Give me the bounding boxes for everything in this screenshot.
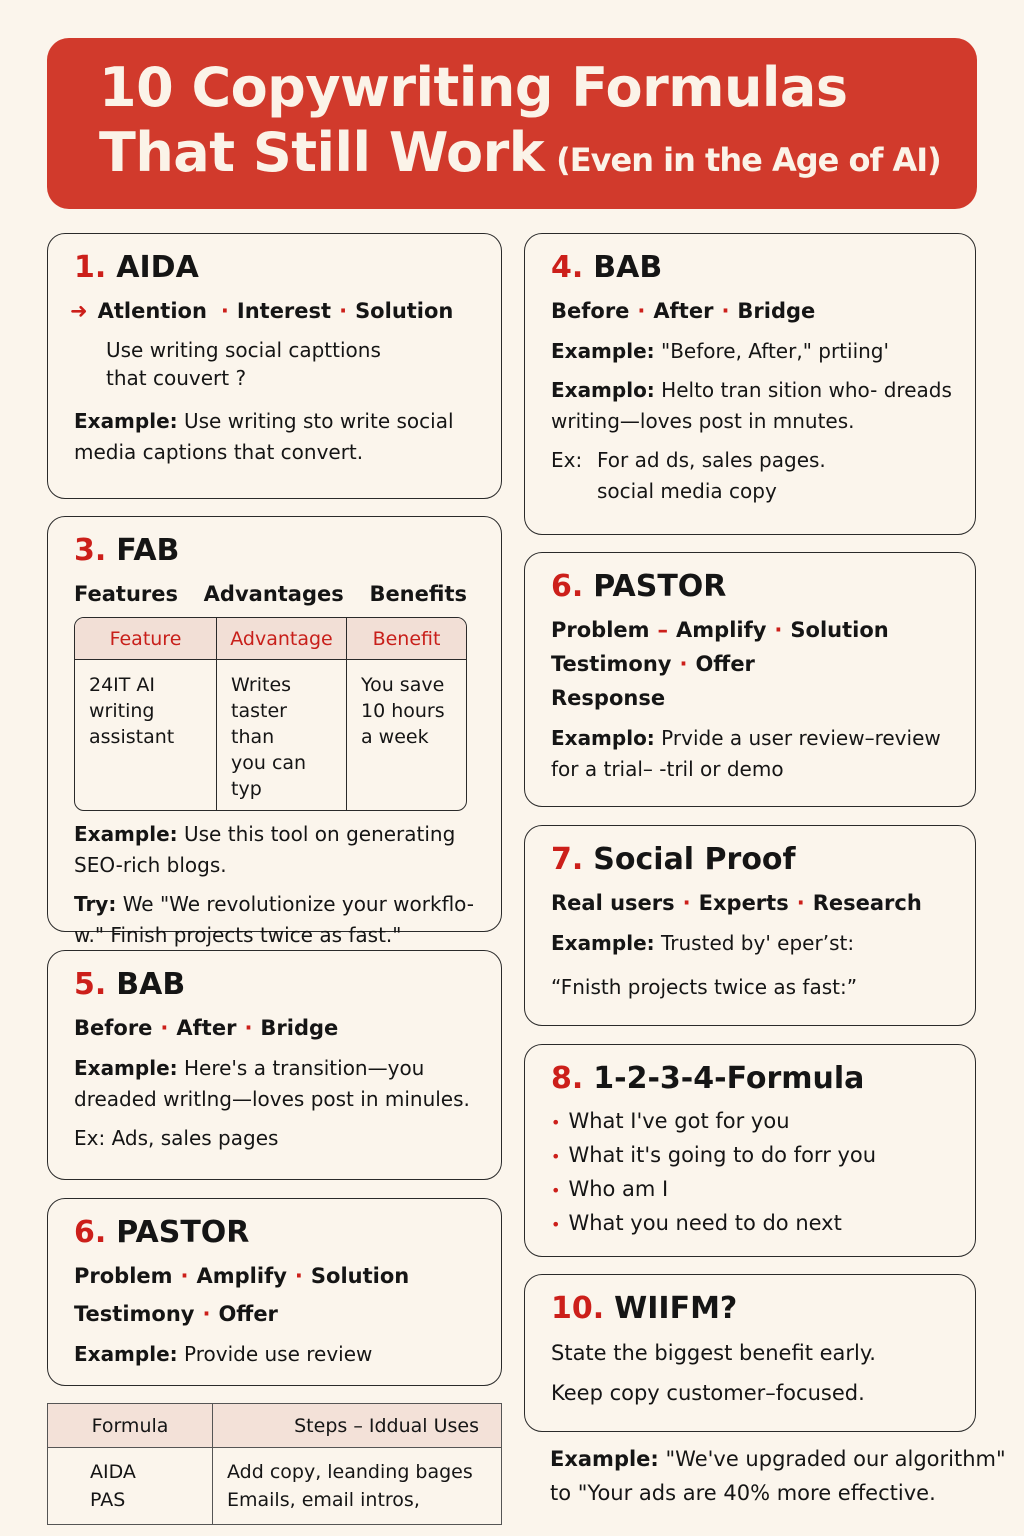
use-case-line: social media copy [597,479,777,503]
card-number: 3. [74,533,107,568]
bullet-dot-icon: · [244,1016,253,1040]
header-features: Features [74,582,178,606]
fab-headers [74,577,467,611]
step: Solution [310,1264,410,1288]
card-number: 4. [551,250,584,285]
step: Interest [236,299,332,323]
cell-line: Writes [231,674,292,696]
cell-line: assistant [89,726,175,748]
example [551,336,951,367]
list-item-text: What I've got for you [568,1109,790,1133]
title-subtitle: (Even in the Age of AI) [556,141,941,179]
example-text: Here's a transition—you dreaded writlng—loves post in minules. [74,1056,470,1111]
card-number: 8. [551,1061,584,1096]
step: Offer [218,1302,278,1326]
dash-separator: – [657,618,669,642]
note-line: Use writing social capttions [106,338,381,362]
cell-line: taster than [231,700,287,748]
closing-example-line: to "Your ads are 40% more effective. [550,1481,936,1505]
step: Problem [74,1264,173,1288]
step: Testimony [74,1302,195,1326]
bullet-dot-icon: · [637,299,646,323]
summary-table [47,1403,502,1525]
formula-uses: Add copy, leanding bages [227,1461,473,1483]
example-text: Use this tool on generating SEO-rich blogs. [74,822,456,877]
list-item [551,1173,951,1207]
step: Solution [790,618,889,642]
card-wiifm [524,1274,976,1432]
table-row [75,660,466,810]
bullet-dot-icon: • [551,1181,561,1200]
use-cases-text: Ads, sales pages [111,1126,279,1150]
card-bab-5 [47,950,502,1180]
step: Response [551,686,666,710]
example-text: "Before, After," prtiing' [661,339,889,363]
column-header: Advantage [216,618,346,660]
example [551,375,956,437]
card-name: FAB [116,533,180,568]
list-item [551,1139,951,1173]
step-list [551,647,951,681]
cell-line: you can typ [231,752,307,800]
card-number: 7. [551,842,584,877]
bullet-dot-icon: • [551,1147,561,1166]
example-label: Example: [74,1342,178,1366]
example-label: Example: [74,409,178,433]
step: After [653,299,714,323]
use-case-line: For ad ds, sales pages. [597,448,826,472]
card-number: 6. [551,569,584,604]
formula-uses: Emails, email intros, [227,1489,420,1511]
formula-name: PAS [90,1489,126,1511]
example [74,1339,477,1370]
header-benefits: Benefits [369,582,467,606]
bullet-dot-icon: • [551,1113,561,1132]
list-item-text: What you need to do next [568,1211,842,1235]
bullet-list [551,1105,951,1241]
title-banner [47,38,977,209]
card-number: 10. [551,1291,605,1326]
bullet-dot-icon: · [796,891,805,915]
title-line-2-main: That Still Work [99,121,545,184]
step: Testimony [551,652,672,676]
card-name: Social Proof [593,842,796,877]
example-label: Example: [74,822,178,846]
column-header: Steps – Iddual Uses [213,1404,502,1448]
use-cases-label: Ex: [551,448,583,472]
use-cases [551,445,951,507]
step-list [551,294,951,328]
step: Bridge [260,1016,339,1040]
fab-table [74,617,467,811]
example-label: Example: [551,339,655,363]
card-title [74,248,477,288]
try-example [74,889,489,951]
table-row [48,1448,502,1525]
step-list [551,613,951,647]
bullet-dot-icon: · [682,891,691,915]
card-name: AIDA [116,250,199,285]
card-title [551,840,951,880]
closing-example-line [550,1442,1006,1476]
step-list [74,1297,477,1331]
list-item-text: Who am I [568,1177,669,1201]
card-name: WIIFM? [614,1291,738,1326]
card-title [74,531,477,571]
use-cases-label: Ex: [74,1126,106,1150]
card-pastor-left [47,1198,502,1386]
bullet-dot-icon: · [774,618,783,642]
step: After [176,1016,237,1040]
table-cell [213,1448,502,1525]
step: Research [812,891,922,915]
title-line-1: 10 Copywriting Formulas [99,56,848,119]
use-cases-text [597,445,826,507]
table-cell [48,1448,213,1525]
example-label: Example: [551,931,655,955]
table-cell [75,660,216,810]
cell-line: writing [89,700,155,722]
table-cell [216,660,346,810]
step-list [70,294,477,328]
bullet-dot-icon: · [721,299,730,323]
example [74,819,464,881]
card-title [74,965,477,1005]
card-1234-formula [524,1044,976,1257]
card-aida [47,233,502,499]
example-text: Use writing sto write social media captions that convert. [74,409,454,464]
step: Real users [551,891,675,915]
example-text: "We've upgraded our algorithm" [665,1447,1006,1471]
card-name: BAB [593,250,663,285]
bullet-dot-icon: · [339,299,348,323]
bullet-dot-icon: · [160,1016,169,1040]
tip: State the biggest benefit early. [551,1341,876,1365]
card-number: 6. [74,1215,107,1250]
cell-line: a week [361,726,429,748]
card-name: BAB [116,967,186,1002]
cell-line: 10 hours [361,700,445,722]
example [74,1053,479,1115]
example-label: Example: [550,1447,659,1471]
try-text: We "We revolutionize your workflo- w." Finish projects twice as fast." [74,892,475,947]
arrow-right-icon: ➜ [70,299,88,323]
step: Atlention [97,299,207,323]
table-header-row [75,618,466,660]
use-cases [74,1123,477,1154]
note [106,336,477,392]
step: Offer [695,652,755,676]
tip: Keep copy customer–focused. [551,1381,865,1405]
example [551,723,956,785]
example-text: Helto tran sition who- dreads writing—loves post in mnutes. [551,378,952,433]
bullet-dot-icon: · [294,1264,303,1288]
bullet-dot-icon: · [180,1264,189,1288]
card-number: 1. [74,250,107,285]
table-cell [346,660,466,810]
step: Amplify [196,1264,287,1288]
card-social-proof [524,825,976,1026]
card-name: PASTOR [116,1215,250,1250]
closing-example [550,1442,1006,1510]
title-line-2 [99,120,977,193]
note-line: that couvert ? [106,366,247,390]
table-header-row [48,1404,502,1448]
bullet-dot-icon: · [202,1302,211,1326]
list-item [551,1105,951,1139]
cell-line: You save [361,674,445,696]
step: Amplify [676,618,767,642]
card-bab-4 [524,233,976,535]
quote: “Fnisth projects twice as fast:” [551,975,858,999]
card-name: PASTOR [593,569,727,604]
column-header: Feature [75,618,216,660]
example [74,406,477,468]
card-title [551,248,951,288]
bullet-dot-icon: · [679,652,688,676]
column-header: Formula [48,1404,213,1448]
step: Before [74,1016,153,1040]
list-item-text: What it's going to do forr you [568,1143,877,1167]
card-pastor-right [524,552,976,807]
bullet-dot-icon: • [551,1215,561,1234]
example-text: Trusted by' eper’st: [661,931,855,955]
card-fab [47,516,502,947]
formula-name: AIDA [90,1461,136,1483]
step: Experts [698,891,789,915]
step: Problem [551,618,650,642]
step-list [74,1259,477,1293]
example-text: Prvide a user review–review for a trial– -tril or demo [551,726,941,781]
list-item [551,1207,951,1241]
header-advantages: Advantages [203,582,344,606]
step: Bridge [737,299,816,323]
example-label: Example: [74,1056,178,1080]
step-list [551,886,951,920]
example-text: Provide use review [184,1342,373,1366]
example-label: Examplo: [551,726,655,750]
card-title [551,567,951,607]
step: Solution [355,299,454,323]
step: Before [551,299,630,323]
try-label: Try: [74,892,117,916]
column-header: Benefit [346,618,466,660]
cell-line: 24IT AI [89,674,156,696]
step-list [74,1011,477,1045]
example-label: Examplo: [551,378,655,402]
card-title [74,1213,477,1253]
card-name: 1-2-3-4-Formula [593,1061,865,1096]
example [551,928,951,959]
bullet-dot-icon: · [220,299,229,323]
card-number: 5. [74,967,107,1002]
card-title [551,1289,951,1329]
card-title [551,1059,951,1099]
